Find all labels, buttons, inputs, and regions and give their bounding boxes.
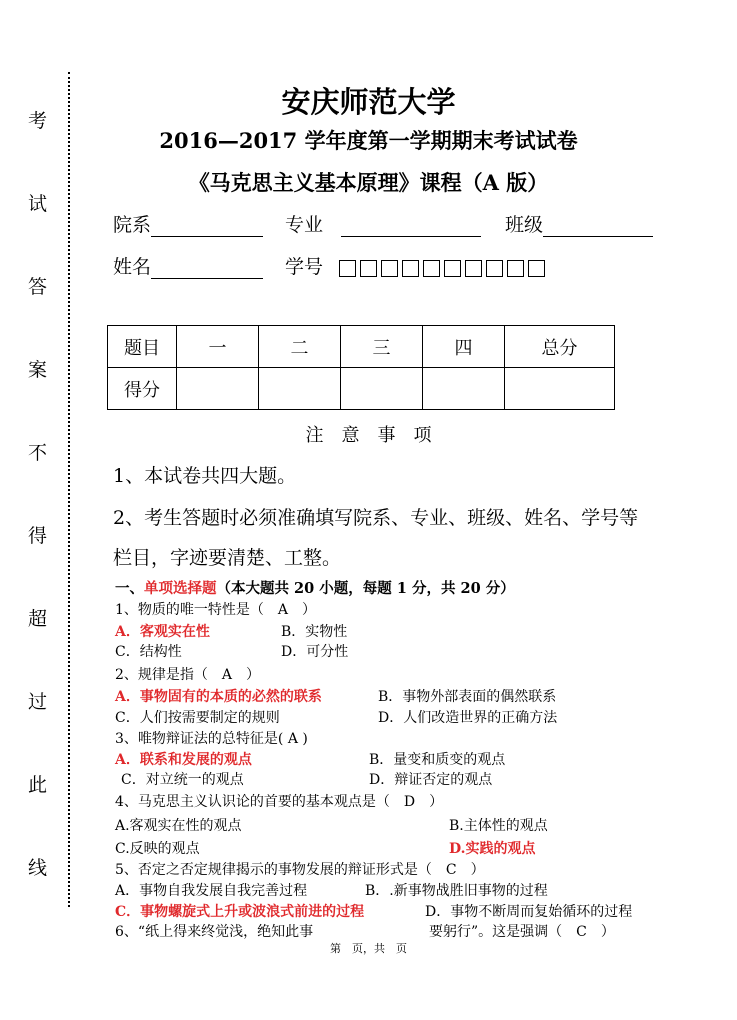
class-field[interactable] (505, 210, 653, 237)
q4-option-b: B.主体性的观点 (449, 818, 548, 834)
q2-option-b: B．事物外部表面的偶然联系 (378, 689, 557, 705)
score-table-col: 三 (341, 326, 423, 368)
question-2-stem: 2、规律是指（ A ） (115, 667, 261, 683)
score-table-header-label: 题目 (108, 326, 177, 368)
notice-item-2: 2、考生答题时必须准确填写院系、专业、班级、姓名、学号等 (113, 507, 639, 529)
q3-option-c: C．对立统一的观点 (121, 772, 244, 788)
score-table-row-label: 得分 (108, 368, 177, 410)
score-cell[interactable] (341, 368, 423, 410)
section-number: 一、 (115, 580, 144, 597)
q3-option-a: A．联系和发展的观点 (115, 752, 252, 768)
question-5-stem: 5、否定之否定规律揭示的事物发展的辩证形式是（ C ） (115, 862, 485, 878)
score-cell[interactable] (423, 368, 505, 410)
university-title: 安庆师范大学 (281, 85, 456, 119)
q2-option-c: C．人们按需要制定的规则 (115, 710, 280, 726)
score-table-col: 一 (177, 326, 259, 368)
department-field[interactable] (113, 210, 263, 237)
sidebar-char: 案 (28, 359, 48, 381)
section-desc: （本大题共 20 小题，每题 1 分，共 20 分） (216, 580, 515, 597)
score-cell[interactable] (177, 368, 259, 410)
q5-option-c: C．事物螺旋式上升或波浪式前进的过程 (115, 904, 365, 920)
course-title: 《马克思主义基本原理》课程（A 版） (188, 170, 549, 195)
sidebar-char: 此 (28, 774, 48, 796)
sidebar-char: 超 (28, 608, 48, 630)
sidebar-char: 考 (28, 110, 48, 132)
binding-dotted-line (68, 72, 70, 907)
student-id-boxes (339, 256, 549, 278)
sidebar-char: 得 (28, 525, 48, 547)
major-field[interactable] (285, 210, 481, 237)
score-cell[interactable] (259, 368, 341, 410)
q2-option-a: A．事物固有的本质的必然的联系 (115, 689, 322, 705)
sidebar-char: 线 (28, 857, 48, 879)
q5-option-b: B．.新事物战胜旧事物的过程 (365, 883, 548, 899)
question-6-stem-cont: 要躬行”。这是强调（ C ） (429, 924, 615, 940)
q1-option-a: A．客观实在性 (115, 624, 210, 640)
sidebar-char: 试 (28, 193, 48, 215)
score-table-col: 四 (423, 326, 505, 368)
q1-option-b: B．实物性 (281, 624, 348, 640)
question-6-stem: 6、“纸上得来终觉浅，绝知此事 (115, 924, 314, 940)
sidebar-char: 答 (28, 276, 48, 298)
section-1-heading (115, 577, 515, 598)
name-label: 姓名 (113, 256, 152, 278)
sidebar-char: 不 (28, 442, 48, 464)
page-footer: 第 页，共 页 (330, 942, 407, 955)
name-field[interactable] (113, 252, 263, 279)
score-table-col: 二 (259, 326, 341, 368)
notice-item-1: 1、本试卷共四大题。 (113, 465, 297, 487)
score-table-col: 总分 (505, 326, 615, 368)
notice-item-2-cont: 栏目，字迹要清楚、工整。 (113, 547, 342, 569)
q1-option-c: C．结构性 (115, 644, 182, 660)
exam-term-title: 2016—2017 学年度第一学期期末考试试卷 (159, 128, 578, 153)
question-4-stem: 4、马克思主义认识论的首要的基本观点是（ D ） (115, 794, 444, 810)
q4-option-a: A.客观实在性的观点 (115, 818, 242, 834)
q2-option-d: D．人们改造世界的正确方法 (378, 710, 558, 726)
q4-option-c: C.反映的观点 (115, 841, 200, 857)
student-id-label: 学号 (285, 256, 324, 278)
question-1-stem: 1、物质的唯一特性是（ A ） (115, 602, 317, 618)
major-label: 专业 (285, 214, 324, 236)
section-title: 单项选择题 (144, 580, 217, 597)
sidebar-char: 过 (28, 691, 48, 713)
q5-option-d: D．事物不断周而复始循环的过程 (425, 904, 633, 920)
q3-option-d: D．辩证否定的观点 (369, 772, 493, 788)
score-table (107, 325, 615, 410)
department-label: 院系 (113, 214, 152, 236)
q4-option-d: D.实践的观点 (449, 841, 536, 857)
q3-option-b: B．量变和质变的观点 (369, 752, 506, 768)
score-cell[interactable] (505, 368, 615, 410)
student-id-field[interactable] (285, 252, 549, 279)
notice-title: 注 意 事 项 (305, 425, 432, 446)
class-label: 班级 (505, 214, 544, 236)
q1-option-d: D．可分性 (281, 644, 349, 660)
question-3-stem: 3、唯物辩证法的总特征是( A ) (115, 731, 308, 747)
q5-option-a: A．事物自我发展自我完善过程 (115, 883, 308, 899)
